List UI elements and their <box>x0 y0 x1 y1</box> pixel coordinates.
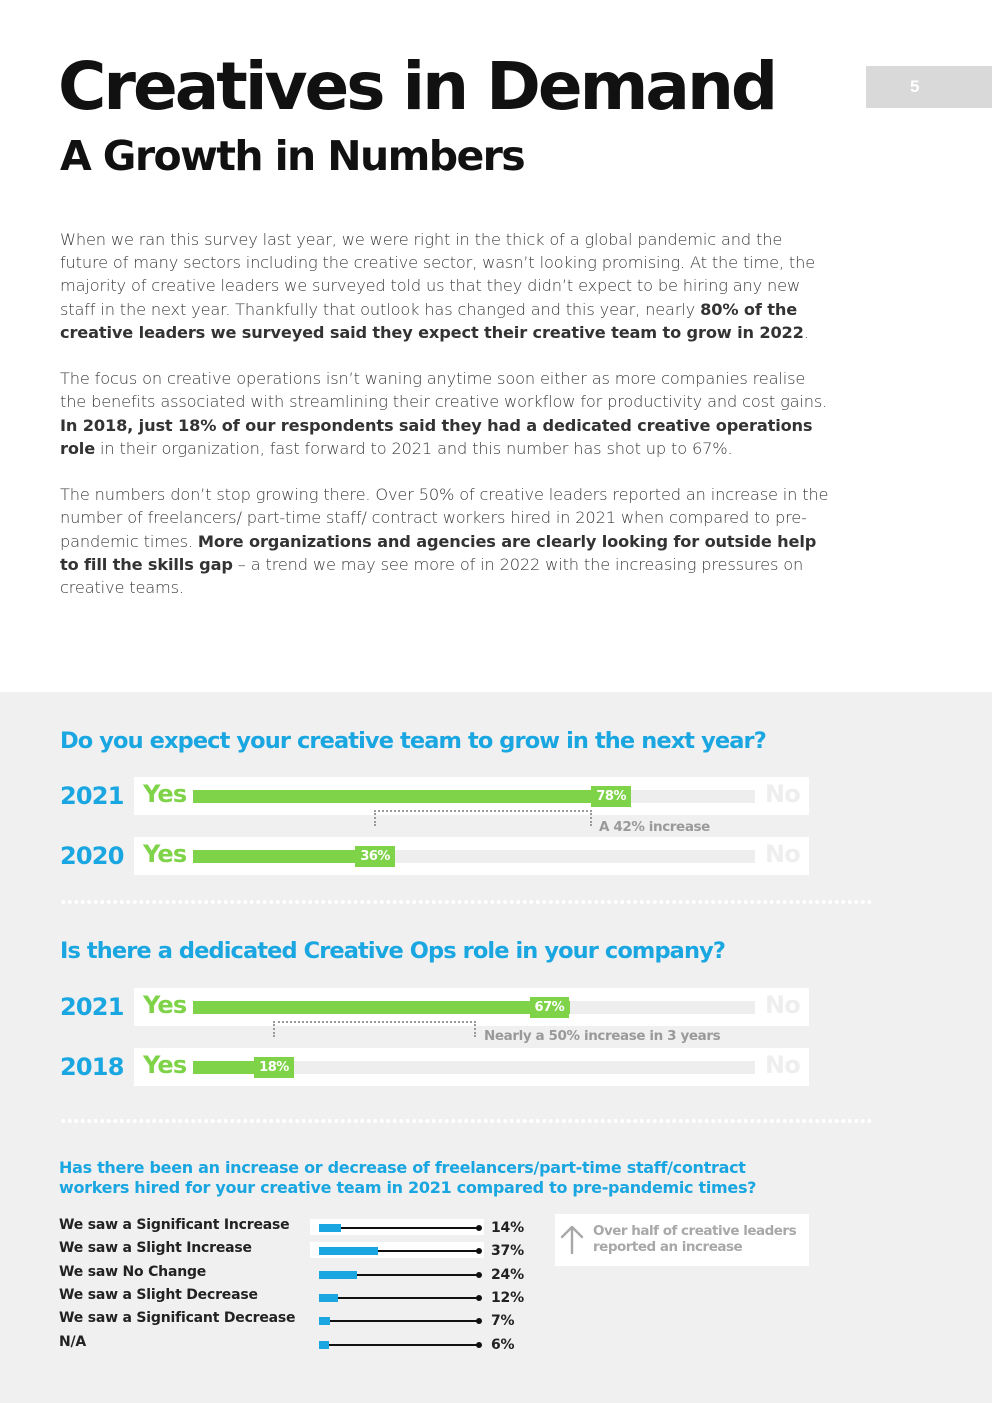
chart-3-bar <box>319 1247 378 1255</box>
bar-value-label: 78% <box>591 786 631 807</box>
up-arrow-icon <box>559 1223 585 1255</box>
page-number <box>866 66 992 108</box>
intro-p1-text: When we ran this survey last year, we were right in the thick of a global pandemic and the future of many sectors including the creative sector, wasn’t looking promising. At the time, the majority of creative leaders we surveyed told us that they didn’t expect to be hiring any new staff in the next year. Thankfully that outlook has changed and this year, nearly <box>60 230 816 319</box>
intro-p3-bold: More organizations and agencies are clearly looking for outside help to fill the skills gap <box>60 531 817 574</box>
bar-value-label: 36% <box>355 846 395 867</box>
chart-1-annotation: A 42% increase <box>599 819 710 835</box>
chart-3-bar-track <box>319 1320 479 1322</box>
chart-3-value-label: 24% <box>491 1267 524 1283</box>
no-label: No <box>765 1051 800 1079</box>
chart-3-category-label: We saw a Slight Decrease <box>59 1287 258 1303</box>
chart-1-year-2: 2020 <box>60 842 124 870</box>
chart-3-category-label: We saw a Significant Decrease <box>59 1310 296 1326</box>
chart-2-year-2: 2018 <box>60 1053 124 1081</box>
chart-3-bar-track <box>319 1274 479 1276</box>
chart-3-value-label: 6% <box>491 1337 515 1353</box>
bar-value-label: 67% <box>530 997 570 1018</box>
intro-p1-bold: 80% of the creative leaders we surveyed said they expect their creative team to grow in 2022 <box>60 299 804 342</box>
intro-p2-text: The focus on creative operations isn’t waning anytime soon either as more companies realise the benefits associated with streamlining their creative workflow for productivity and cost gains. <box>60 369 828 412</box>
chart-1-year-1: 2021 <box>60 782 124 810</box>
chart-3-value-label: 12% <box>491 1290 524 1306</box>
chart-1-title: Do you expect your creative team to grow in the next year? <box>60 728 766 754</box>
chart-3-bar <box>319 1341 329 1349</box>
chart-2-year-1: 2021 <box>60 993 124 1021</box>
chart-1-row-2 <box>134 837 809 875</box>
yes-label: Yes <box>143 991 187 1019</box>
chart-2-title: Is there a dedicated Creative Ops role in your company? <box>60 938 725 964</box>
chart-3-bar <box>319 1317 330 1325</box>
yes-label: Yes <box>143 840 187 868</box>
bar-fill <box>193 1001 570 1014</box>
bar-track <box>193 1001 755 1014</box>
chart-3-annotation: Over half of creative leaders reported an increase <box>593 1223 797 1255</box>
chart-3-value-label: 14% <box>491 1220 524 1236</box>
intro-p3-end: – a trend we may see more of in 2022 with the increasing pressures on creative teams. <box>60 554 804 598</box>
chart-3-bar <box>319 1294 338 1302</box>
chart-3-value-label: 37% <box>491 1243 524 1259</box>
intro-p1-end: . <box>803 322 809 342</box>
page-title: Creatives in Demand <box>58 48 776 125</box>
chart-3-callout <box>555 1214 809 1266</box>
bar-track <box>193 850 755 863</box>
chart-3-category-label: We saw No Change <box>59 1264 207 1280</box>
bar-value-label: 18% <box>254 1057 294 1078</box>
dotted-divider <box>60 900 872 904</box>
intro-p2-bold: In 2018, just 18% of our respondents said they had a dedicated creative operations role <box>60 415 813 458</box>
bar-track <box>193 790 755 803</box>
no-label: No <box>765 780 800 808</box>
chart-3-title: Has there been an increase or decrease of freelancers/part-time staff/contract workers hired for your creative team in 2021 compared to pre-pandemic times? <box>59 1158 757 1197</box>
chart-3-bar-track <box>319 1250 479 1252</box>
page-number-text: 5 <box>910 77 920 96</box>
intro-p3-text: The numbers don’t stop growing there. Over 50% of creative leaders reported an increase in the number of freelancers/ part-time staff/ contract workers hired in 2021 when compared to pre-pandemic times. <box>60 485 829 551</box>
intro-text <box>60 228 832 622</box>
bar-track <box>193 1061 755 1074</box>
intro-paragraph-2 <box>60 367 832 460</box>
chart-3-category-label: N/A <box>59 1334 87 1350</box>
chart-3-bar-track <box>319 1227 479 1229</box>
chart-2-connector <box>273 1021 476 1037</box>
chart-3-category-label: We saw a Significant Increase <box>59 1217 290 1233</box>
chart-2-annotation: Nearly a 50% increase in 3 years <box>484 1028 721 1044</box>
chart-2-row-2 <box>134 1048 809 1086</box>
intro-paragraph-3 <box>60 483 832 599</box>
chart-3-bar-track <box>319 1344 479 1346</box>
chart-1-connector <box>374 810 592 826</box>
no-label: No <box>765 840 800 868</box>
no-label: No <box>765 991 800 1019</box>
yes-label: Yes <box>143 1051 187 1079</box>
intro-paragraph-1 <box>60 228 832 344</box>
chart-3-category-label: We saw a Slight Increase <box>59 1240 252 1256</box>
chart-3-bar <box>319 1224 341 1232</box>
chart-3-bar-track <box>319 1297 479 1299</box>
intro-p2-end: in their organization, fast forward to 2021 and this number has shot up to 67%. <box>95 438 733 458</box>
chart-3-bar <box>319 1271 357 1279</box>
bar-fill <box>193 790 631 803</box>
yes-label: Yes <box>143 780 187 808</box>
dotted-divider <box>60 1119 872 1123</box>
page-subtitle: A Growth in Numbers <box>60 132 525 180</box>
chart-3-value-label: 7% <box>491 1313 515 1329</box>
